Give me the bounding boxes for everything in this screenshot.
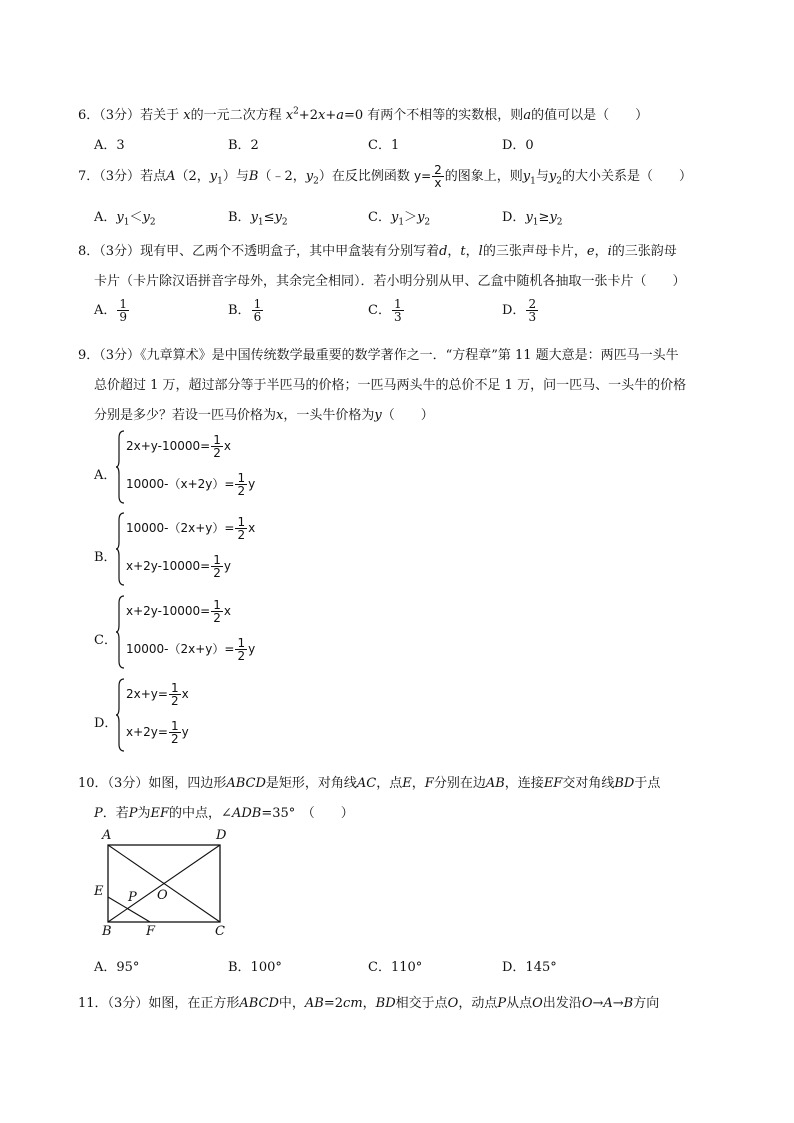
label-e: E <box>94 884 104 899</box>
left-brace-icon <box>116 512 126 586</box>
quadratic-equation: $x^2+2x+a=0$ <box>285 106 364 123</box>
q10-option-b[interactable]: B．100° <box>228 960 282 975</box>
q9-option-d-system[interactable]: 2x+y= $\frac{1}{2}$ x x+2y= $\frac{1}{2}$ y <box>116 678 316 752</box>
q9-option-b-label[interactable]: B． <box>94 550 117 565</box>
q6-option-d[interactable]: D．0 <box>502 138 534 153</box>
question-6-stem: 6．（3分）若关于 x的一元二次方程 $x^2+2x+a=0$ 有两个不相等的实数根，则a的值可以是（ ） <box>78 106 649 123</box>
question-9-line-3: 分别是多少？若设一匹马价格为x，一头牛价格为y（ ） <box>94 408 434 423</box>
label-o: O <box>157 888 168 903</box>
left-brace-icon <box>116 678 126 752</box>
q7-option-a[interactable]: A．$y_1<y_2$ <box>94 210 156 228</box>
q9-option-b-system[interactable]: 10000-（2x+y）= $\frac{1}{2}$ x x+2y-10000= $\frac{1}{2}$ y <box>116 512 316 586</box>
q6-option-c[interactable]: C．1 <box>368 138 400 153</box>
q6-option-a[interactable]: A．3 <box>94 138 125 153</box>
question-10-line-1: 10．（3分）如图，四边形ABCD是矩形，对角线AC，点E，F分别在边AB，连接EF交对角线BD于点 <box>78 776 661 791</box>
question-7-stem: 7．（3分）若点A（2，$y_1$）与B（﹣2，$y_2$）在反比例函数 y= $\frac{2}{x}$ 的图象上，则$y_1$与$y_2$的大小关系是（ ） <box>78 163 693 190</box>
q10-option-c[interactable]: C．110° <box>368 960 423 975</box>
q9-option-a-label[interactable]: A． <box>94 468 117 483</box>
label-f: F <box>146 924 156 939</box>
label-b: B <box>102 924 112 939</box>
rectangle-figure <box>90 828 240 943</box>
question-11-stem: 11．（3分）如图，在正方形ABCD中，AB=2cm，BD相交于点O，动点P从点O出发沿O→A→B方向 <box>78 996 660 1011</box>
q10-option-a[interactable]: A．95° <box>94 960 140 975</box>
q9-option-c-system[interactable]: x+2y-10000= $\frac{1}{2}$ x 10000-（2x+y）= $\frac{1}{2}$ y <box>116 595 316 669</box>
q9-option-d-label[interactable]: D． <box>94 716 118 731</box>
q9-option-c-label[interactable]: C． <box>94 633 117 648</box>
inverse-function: y= $\frac{2}{x}$ <box>413 163 442 190</box>
question-9-line-2: 总价超过 1 万，超过部分等于半匹马的价格；一匹马两头牛的总价不足 1 万，问一匹马、一头牛的价格 <box>94 378 687 393</box>
question-8-line-2: 卡片（卡片除汉语拼音字母外，其余完全相同）．若小明分别从甲、乙盒中随机各抽取一张卡片（ ） <box>94 274 686 289</box>
label-p: P <box>128 890 137 905</box>
question-8-line-1: 8．（3分）现有甲、乙两个不透明盒子，其中甲盒装有分别写着d，t，l的三张声母卡片，e，i的三张韵母 <box>78 244 677 259</box>
q8-option-a[interactable]: A． $\frac{1}{9}$ <box>94 297 128 324</box>
question-10-line-2: P．若P为EF的中点，∠ADB=35° （ ） <box>94 806 354 821</box>
q8-option-b[interactable]: B． $\frac{1}{6}$ <box>228 297 262 324</box>
label-a: A <box>102 828 112 843</box>
label-c: C <box>215 924 225 939</box>
left-brace-icon <box>116 430 126 504</box>
q8-option-c[interactable]: C． $\frac{1}{3}$ <box>368 297 402 324</box>
question-9-line-1: 9．（3分）《九章算术》是中国传统数学最重要的数学著作之一．“方程章”第 11 题大意是：两匹马一头牛 <box>78 348 679 363</box>
q8-option-d[interactable]: D． $\frac{2}{3}$ <box>502 297 537 324</box>
q9-option-a-system[interactable]: 2x+y-10000= $\frac{1}{2}$ x 10000-（x+2y）= $\frac{1}{2}$ y <box>116 430 316 504</box>
q6-option-b[interactable]: B．2 <box>228 138 259 153</box>
q7-option-b[interactable]: B．$y_1\le y_2$ <box>228 210 288 228</box>
label-d: D <box>216 828 227 843</box>
left-brace-icon <box>116 595 126 669</box>
q7-option-d[interactable]: D．$y_1\ge y_2$ <box>502 210 563 228</box>
q7-option-c[interactable]: C．$y_1>y_2$ <box>368 210 431 228</box>
q10-option-d[interactable]: D．145° <box>502 960 557 975</box>
